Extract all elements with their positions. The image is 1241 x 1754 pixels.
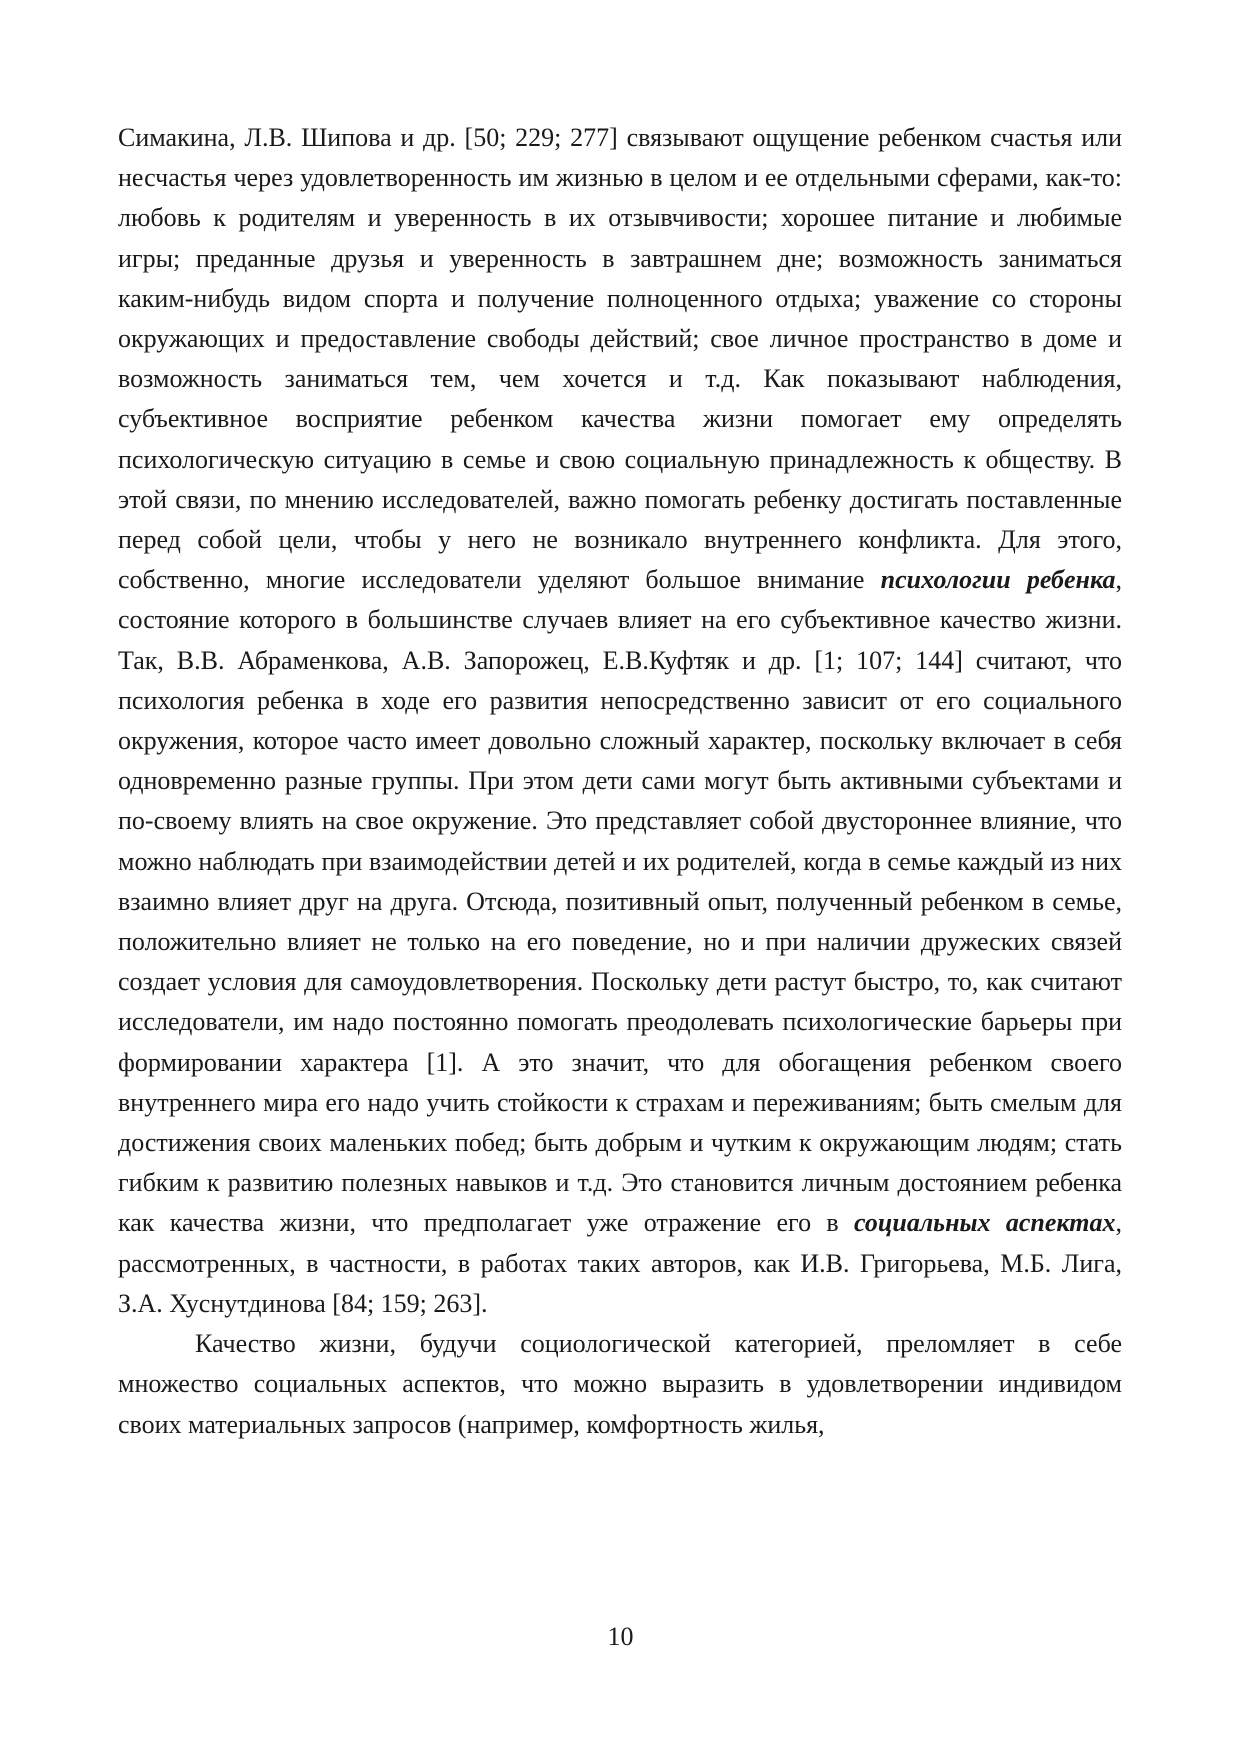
paragraph-2: Качество жизни, будучи социологической категорией, преломляет в себе множество социальных аспектов, что можно выразить в удовлетворении индивидом своих материальных запросов (например, комфортность жилья, — [118, 1329, 1122, 1439]
emphasis-child-psychology: психологии ребенка — [880, 565, 1116, 595]
paragraph-1 — [118, 118, 1122, 1324]
emphasis-social-aspects: социальных аспектах — [854, 1208, 1116, 1238]
paragraph-1-text-part-2: , состояние которого в большинстве случаев влияет на его субъективное качество жизни. Так, В.В. Абраменкова, А.В. Запорожец, Е.В.Куфтяк и др. [1; 107; 144] считают, что психология ребенка в ходе его развития непосредственно зависит от его социального окружения, которое часто имеет довольно сложный характер, поскольку включает в себя одновременно разные группы. При этом дети сами могут быть активными субъектами и по-своему влиять на свое окружение. Это представляет собой двустороннее влияние, что можно наблюдать при взаимодействии детей и их родителей, когда в семье каждый из них взаимно влияет друг на друга. Отсюда, позитивный опыт, полученный ребенком в семье, положительно влияет не только на его поведение, но и при наличии дружеских связей создает условия для самоудовлетворения. Поскольку дети растут быстро, то, как считают исследователи, им надо постоянно помогать преодолевать психологические барьеры при формировании характера [1]. А это значит, что для обогащения ребенком своего внутреннего мира его надо учить стойкости к страхам и переживаниям; быть смелым для достижения своих маленьких побед; быть добрым и чутким к окружающим людям; стать гибким к развитию полезных навыков и т.д. Это становится личным достоянием ребенка как качества жизни, что предполагает уже отражение его в — [118, 565, 1123, 1238]
paragraph-1-text-part-3: , рассмотренных, в частности, в работах таких авторов, как И.В. Григорьева, М.Б. Лига, З.А. Хуснутдинова [84; 159; 263]. — [118, 1208, 1122, 1318]
page-body — [118, 118, 1122, 1445]
page-number: 10 — [607, 1622, 634, 1651]
paragraph-1-text-part-1: Симакина, Л.В. Шипова и др. [50; 229; 277] связывают ощущение ребенком счастья или несчастья через удовлетворенность им жизнью в целом и ее отдельными сферами, как-то: любовь к родителям и уверенность в их отзывчивости; хорошее питание и любимые игры; преданные друзья и уверенность в завтрашнем дне; возможность заниматься каким-нибудь видом спорта и получение полноценного отдыха; уважение со стороны окружающих и предоставление свободы действий; свое личное пространство в доме и возможность заниматься тем, чем хочется и т.д. Как показывают наблюдения, субъективное восприятие ребенком качества жизни помогает ему определять психологическую ситуацию в семье и свою социальную принадлежность к обществу. В этой связи, по мнению исследователей, важно помогать ребенку достигать поставленные перед собой цели, чтобы у него не возникало внутреннего конфликта. Для этого, собственно, многие исследователи уделяют большое внимание — [118, 123, 1122, 595]
